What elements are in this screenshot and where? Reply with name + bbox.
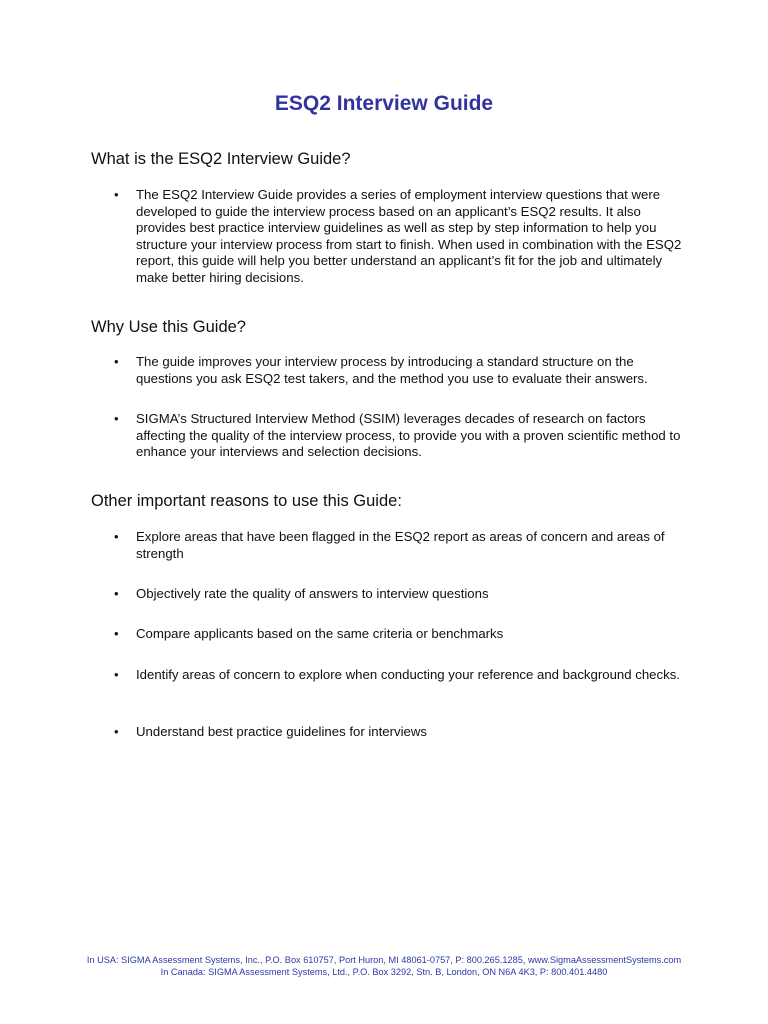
list-item-text: Compare applicants based on the same criteria or benchmarks bbox=[136, 626, 504, 641]
document-title: ESQ2 Interview Guide bbox=[274, 92, 494, 115]
list-item-text: The ESQ2 Interview Guide provides a series of employment interview questions that were developed to guide the interview process based on an applicant’s ESQ2 results. It also provides best practice interview guidelines as well as step by step information to help you structure your interview process from start to finish. When used in combination with the ESQ2 report, this guide will help you better understand an applicant’s fit for the job and ultimately make better hiring decisions. bbox=[136, 187, 682, 285]
list-item bbox=[114, 411, 684, 461]
bullet-icon: • bbox=[114, 354, 119, 369]
bullet-icon: • bbox=[114, 667, 119, 682]
list-item-text: SIGMA’s Structured Interview Method (SSIM) leverages decades of research on factors affecting the quality of the interview process, to provide you with a proven scientific method to enhance your interviews and selection decisions. bbox=[136, 411, 681, 459]
bullet-icon: • bbox=[114, 187, 119, 202]
footer-address-usa: In USA: SIGMA Assessment Systems, Inc., P.O. Box 610757, Port Huron, MI 48061-0757, P: 800.265.1285, www.SigmaAssessmentSystems.com bbox=[86, 955, 682, 965]
bullet-icon: • bbox=[114, 626, 119, 641]
list-item bbox=[114, 586, 684, 603]
page-footer bbox=[0, 955, 768, 978]
bullet-icon: • bbox=[114, 586, 119, 601]
list-item bbox=[114, 626, 684, 643]
list-item-text: Identify areas of concern to explore when conducting your reference and background checks. bbox=[136, 667, 680, 682]
list-item bbox=[114, 724, 684, 741]
list-item-text: Objectively rate the quality of answers to interview questions bbox=[136, 586, 489, 601]
section-heading-other-reasons: Other important reasons to use this Guide: bbox=[91, 492, 402, 510]
list-item-text: Understand best practice guidelines for interviews bbox=[136, 724, 428, 739]
footer-address-canada: In Canada: SIGMA Assessment Systems, Ltd., P.O. Box 3292, Stn. B, London, ON N6A 4K3, P: 800.401.4480 bbox=[160, 966, 608, 977]
list-item-text: Explore areas that have been flagged in the ESQ2 report as areas of concern and areas of strength bbox=[136, 529, 665, 561]
list-item-text: The guide improves your interview process by introducing a standard structure on the questions you ask ESQ2 test takers, and the method you use to evaluate their answers. bbox=[136, 354, 648, 386]
list-item bbox=[114, 187, 684, 286]
list-item bbox=[114, 354, 684, 387]
bullet-icon: • bbox=[114, 724, 119, 739]
section-heading-why-use: Why Use this Guide? bbox=[91, 318, 246, 336]
section-heading-what-is: What is the ESQ2 Interview Guide? bbox=[91, 150, 351, 168]
list-item bbox=[114, 667, 684, 684]
bullet-icon: • bbox=[114, 411, 119, 426]
list-item bbox=[114, 529, 684, 562]
bullet-icon: • bbox=[114, 529, 119, 544]
